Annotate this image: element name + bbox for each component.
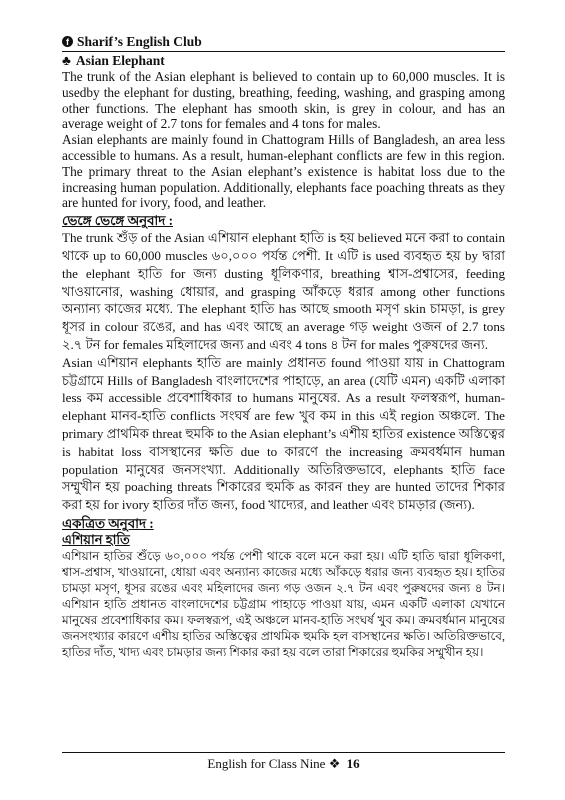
word-by-word-heading: ভেঙ্গে ভেঙ্গে অনুবাদ : — [62, 213, 174, 229]
footer-divider — [62, 752, 505, 753]
section-title-text: Asian Elephant — [75, 53, 165, 68]
page-content — [62, 52, 505, 660]
footer-book-title: English for Class Nine — [207, 756, 326, 771]
diamond-icon: ❖ — [328, 756, 341, 771]
translation-paragraph-2: Asian এশিয়ান elephants হাতি are mainly প্রধানত found পাওয়া যায় in Chattogram চট্টগ্রামে Hills of Bangladesh বাংলাদেশের পাহাড়ে, an area (যেটি এমন) একটি এলাকা less কম accessible প্রবেশাধিকার to humans মানুষের. As a result ফলস্বরূপ, human-elephant মানব-হাতি conflicts সংঘর্ষ are few খুব কম in this এই region অঞ্চলে. The primary প্রাথমিক threat হুমকি to the Asian elephant’s এশীয় হাতির existence অস্তিত্বের is habitat loss বাসস্থানের ক্ষতি due to কারণে the increasing ক্রমবর্ধমান human population মানুষের জনসংখ্যা. Additionally অতিরিক্তভাবে, elephants হাতি face সম্মুখীন হয় poaching threats শিকারের হুমকি as কারন they are hunted তাদের শিকার করা হয় for ivory হাতির দাঁত জন্য, food খাদ্যের, and leather এবং চামড়ার (জন্য). — [62, 354, 505, 513]
bangla-paragraph: এশিয়ান হাতির শুঁড়ে ৬০,০০০ পর্যন্ত পেশী থাকে বলে মনে করা হয়। এটি হাতি দ্বারা ধূলিকণা, শ্বাস-প্রশ্বাস, খাওয়ানো, ধোয়া এবং অন্যান্য কাজের মধ্যে আঁকড়ে ধরার জন্য ব্যবহৃত হয়। হাতির চামড়া মসৃণ, ধূসর রঙের এবং মহিলাদের জন্য গড় ওজন ২.৭ টন এবং পুরুষদের জন্য ৪ টন। এশিয়ান হাতি প্রধানত বাংলাদেশের চট্টগ্রাম পাহাড়ে পাওয়া যায়, এমন একটি এলাকা যেখানে মানুষের প্রবেশাধিকার কম। ফলস্বরূপ, এই অঞ্চলে মানব-হাতি সংঘর্ষ খুব কম। ক্রমবর্ধমান মানুষের জনসংখ্যার কারণে এশীয় হাতির অস্তিত্বের প্রাথমিক হুমকি হল বাসস্থানের ক্ষতি। অতিরিক্তভাবে, হাতির দাঁত, খাদ্য এবং চামড়ার জন্য শিকার করা হয় বলে তারা শিকারের হুমকির সম্মুখীন হয়। — [62, 548, 505, 659]
bangla-subheading: এশিয়ান হাতি — [62, 531, 130, 547]
club-name: Sharif’s English Club — [77, 34, 202, 49]
page-footer — [62, 756, 505, 772]
page-number: 16 — [346, 756, 360, 771]
english-paragraph-2: Asian elephants are mainly found in Chattogram Hills of Bangladesh, an area less accessible to humans. As a result, human-elephant conflicts are few in this region. The primary threat to the Asian elephant’s existence is habitat loss due to the increasing human population. Additionally, elephants face poaching threats as they are hunted for ivory, food, and leather. — [62, 132, 505, 211]
translation-paragraph-1: The trunk শুঁড় of the Asian এশিয়ান elephant হাতি is হয় believed মনে করা to contain থাকে up to 60,000 muscles ৬০,০০০ পর্যন্ত পেশী. It এটি is used ব্যবহৃত হয় by দ্বারা the elephant হাতি for জন্য dusting ধূলিকণার, breathing শ্বাস-প্রশ্বাসের, feeding খাওয়ানোর, washing ধোয়ার, and grasping আঁকড়ে ধরার among other functions অন্যান্য কাজের মধ্যে. The elephant হাতি has আছে smooth মসৃণ skin চামড়া, is grey ধূসর in colour রঙের, and has এবং আছে an average গড় weight ওজন of 2.7 tons ২.৭ টন for females মহিলাদের জন্য and এবং 4 tons ৪ টন for males পুরুষদের জন্য. — [62, 230, 505, 352]
english-paragraph-1: The trunk of the Asian elephant is believed to contain up to 60,000 muscles. It is usedby the elephant for dusting, breathing, feeding, washing, and grasping among other functions. The elephant has smooth skin, is grey in colour, and has an average weight of 2.7 tons for females and 4 tons for males. — [62, 69, 505, 132]
club-suit-icon: ♣ — [62, 53, 71, 68]
section-title — [62, 53, 505, 69]
combined-translation-heading: একত্রিত অনুবাদ : — [62, 515, 154, 531]
page-header — [62, 33, 505, 51]
facebook-icon: f — [62, 36, 73, 47]
